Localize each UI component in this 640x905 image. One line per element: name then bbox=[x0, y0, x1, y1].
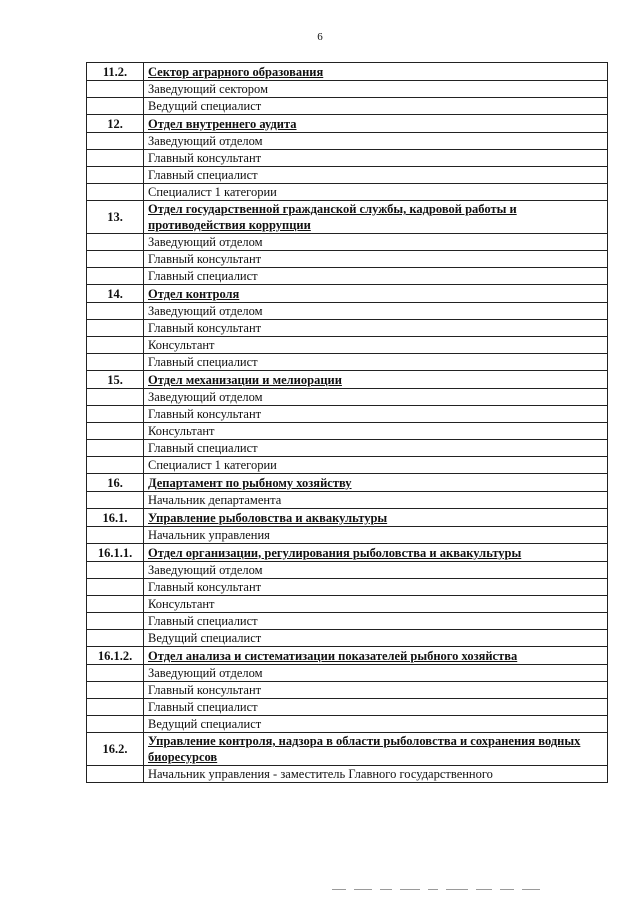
row-number: 16.1.2. bbox=[87, 647, 144, 665]
position-title: Главный специалист bbox=[144, 268, 608, 285]
position-row bbox=[87, 562, 608, 579]
row-number bbox=[87, 630, 144, 647]
unit-title: Отдел организации, регулирования рыболовства и аквакультуры bbox=[144, 544, 608, 562]
position-row bbox=[87, 234, 608, 251]
position-title: Главный специалист bbox=[144, 167, 608, 184]
position-title: Заведующий отделом bbox=[144, 665, 608, 682]
unit-row bbox=[87, 371, 608, 389]
unit-title: Отдел внутреннего аудита bbox=[144, 115, 608, 133]
position-row bbox=[87, 440, 608, 457]
row-number: 16. bbox=[87, 474, 144, 492]
position-row bbox=[87, 766, 608, 783]
position-row bbox=[87, 150, 608, 167]
row-number bbox=[87, 716, 144, 733]
unit-title: Отдел государственной гражданской службы, кадровой работы и противодействия коррупции bbox=[144, 201, 608, 234]
position-title: Заведующий отделом bbox=[144, 133, 608, 150]
unit-row bbox=[87, 63, 608, 81]
position-title: Начальник управления - заместитель Главного государственного bbox=[144, 766, 608, 783]
row-number bbox=[87, 579, 144, 596]
position-row bbox=[87, 337, 608, 354]
position-title: Консультант bbox=[144, 596, 608, 613]
position-row bbox=[87, 527, 608, 544]
unit-row bbox=[87, 115, 608, 133]
unit-row bbox=[87, 201, 608, 234]
position-title: Главный специалист bbox=[144, 613, 608, 630]
row-number: 13. bbox=[87, 201, 144, 234]
position-title: Главный консультант bbox=[144, 251, 608, 268]
position-title: Главный консультант bbox=[144, 406, 608, 423]
row-number bbox=[87, 423, 144, 440]
position-row bbox=[87, 406, 608, 423]
unit-title: Сектор аграрного образования bbox=[144, 63, 608, 81]
row-number bbox=[87, 440, 144, 457]
unit-title: Управление рыболовства и аквакультуры bbox=[144, 509, 608, 527]
position-row bbox=[87, 579, 608, 596]
unit-title: Управление контроля, надзора в области рыболовства и сохранения водных биоресурсов bbox=[144, 733, 608, 766]
position-row bbox=[87, 268, 608, 285]
table-body bbox=[87, 63, 608, 783]
row-number bbox=[87, 167, 144, 184]
position-title: Ведущий специалист bbox=[144, 98, 608, 115]
row-number bbox=[87, 150, 144, 167]
row-number bbox=[87, 665, 144, 682]
position-title: Главный консультант bbox=[144, 320, 608, 337]
row-number bbox=[87, 457, 144, 474]
row-number bbox=[87, 596, 144, 613]
row-number bbox=[87, 184, 144, 201]
position-title: Заведующий отделом bbox=[144, 234, 608, 251]
position-row bbox=[87, 251, 608, 268]
row-number bbox=[87, 354, 144, 371]
unit-row bbox=[87, 544, 608, 562]
position-row bbox=[87, 596, 608, 613]
position-row bbox=[87, 457, 608, 474]
position-title: Главный специалист bbox=[144, 354, 608, 371]
row-number bbox=[87, 492, 144, 509]
unit-row bbox=[87, 509, 608, 527]
page-number: 6 bbox=[317, 31, 323, 43]
row-number: 14. bbox=[87, 285, 144, 303]
row-number bbox=[87, 133, 144, 150]
row-number bbox=[87, 766, 144, 783]
position-row bbox=[87, 682, 608, 699]
position-row bbox=[87, 699, 608, 716]
position-title: Специалист 1 категории bbox=[144, 457, 608, 474]
position-row bbox=[87, 423, 608, 440]
position-row bbox=[87, 716, 608, 733]
position-title: Главный консультант bbox=[144, 150, 608, 167]
position-title: Начальник департамента bbox=[144, 492, 608, 509]
unit-title: Отдел контроля bbox=[144, 285, 608, 303]
position-title: Заведующий отделом bbox=[144, 303, 608, 320]
unit-title: Отдел анализа и систематизации показателей рыбного хозяйства bbox=[144, 647, 608, 665]
unit-row bbox=[87, 647, 608, 665]
row-number bbox=[87, 682, 144, 699]
position-row bbox=[87, 354, 608, 371]
unit-row bbox=[87, 474, 608, 492]
unit-title: Департамент по рыбному хозяйству bbox=[144, 474, 608, 492]
position-row bbox=[87, 98, 608, 115]
row-number bbox=[87, 303, 144, 320]
position-title: Ведущий специалист bbox=[144, 716, 608, 733]
row-number bbox=[87, 406, 144, 423]
position-row bbox=[87, 303, 608, 320]
unit-title: Отдел механизации и мелиорации bbox=[144, 371, 608, 389]
row-number bbox=[87, 268, 144, 285]
position-row bbox=[87, 167, 608, 184]
position-title: Главный консультант bbox=[144, 682, 608, 699]
position-row bbox=[87, 389, 608, 406]
position-title: Ведущий специалист bbox=[144, 630, 608, 647]
position-title: Главный специалист bbox=[144, 440, 608, 457]
position-row bbox=[87, 133, 608, 150]
staff-structure-table bbox=[86, 62, 608, 783]
position-title: Специалист 1 категории bbox=[144, 184, 608, 201]
position-title: Консультант bbox=[144, 423, 608, 440]
position-row bbox=[87, 320, 608, 337]
row-number: 15. bbox=[87, 371, 144, 389]
position-title: Главный специалист bbox=[144, 699, 608, 716]
row-number bbox=[87, 98, 144, 115]
row-number bbox=[87, 613, 144, 630]
position-title: Консультант bbox=[144, 337, 608, 354]
position-row bbox=[87, 630, 608, 647]
row-number: 16.1.1. bbox=[87, 544, 144, 562]
unit-row bbox=[87, 285, 608, 303]
row-number: 16.2. bbox=[87, 733, 144, 766]
row-number bbox=[87, 251, 144, 268]
position-row bbox=[87, 81, 608, 98]
row-number bbox=[87, 527, 144, 544]
position-title: Заведующий сектором bbox=[144, 81, 608, 98]
row-number bbox=[87, 699, 144, 716]
scan-artifact-marks bbox=[332, 889, 632, 892]
row-number bbox=[87, 320, 144, 337]
position-title: Начальник управления bbox=[144, 527, 608, 544]
row-number: 12. bbox=[87, 115, 144, 133]
row-number bbox=[87, 337, 144, 354]
row-number bbox=[87, 562, 144, 579]
position-title: Главный консультант bbox=[144, 579, 608, 596]
row-number bbox=[87, 389, 144, 406]
row-number: 11.2. bbox=[87, 63, 144, 81]
row-number bbox=[87, 81, 144, 98]
position-row bbox=[87, 665, 608, 682]
position-row bbox=[87, 492, 608, 509]
position-title: Заведующий отделом bbox=[144, 562, 608, 579]
position-row bbox=[87, 184, 608, 201]
row-number bbox=[87, 234, 144, 251]
position-row bbox=[87, 613, 608, 630]
row-number: 16.1. bbox=[87, 509, 144, 527]
position-title: Заведующий отделом bbox=[144, 389, 608, 406]
unit-row bbox=[87, 733, 608, 766]
